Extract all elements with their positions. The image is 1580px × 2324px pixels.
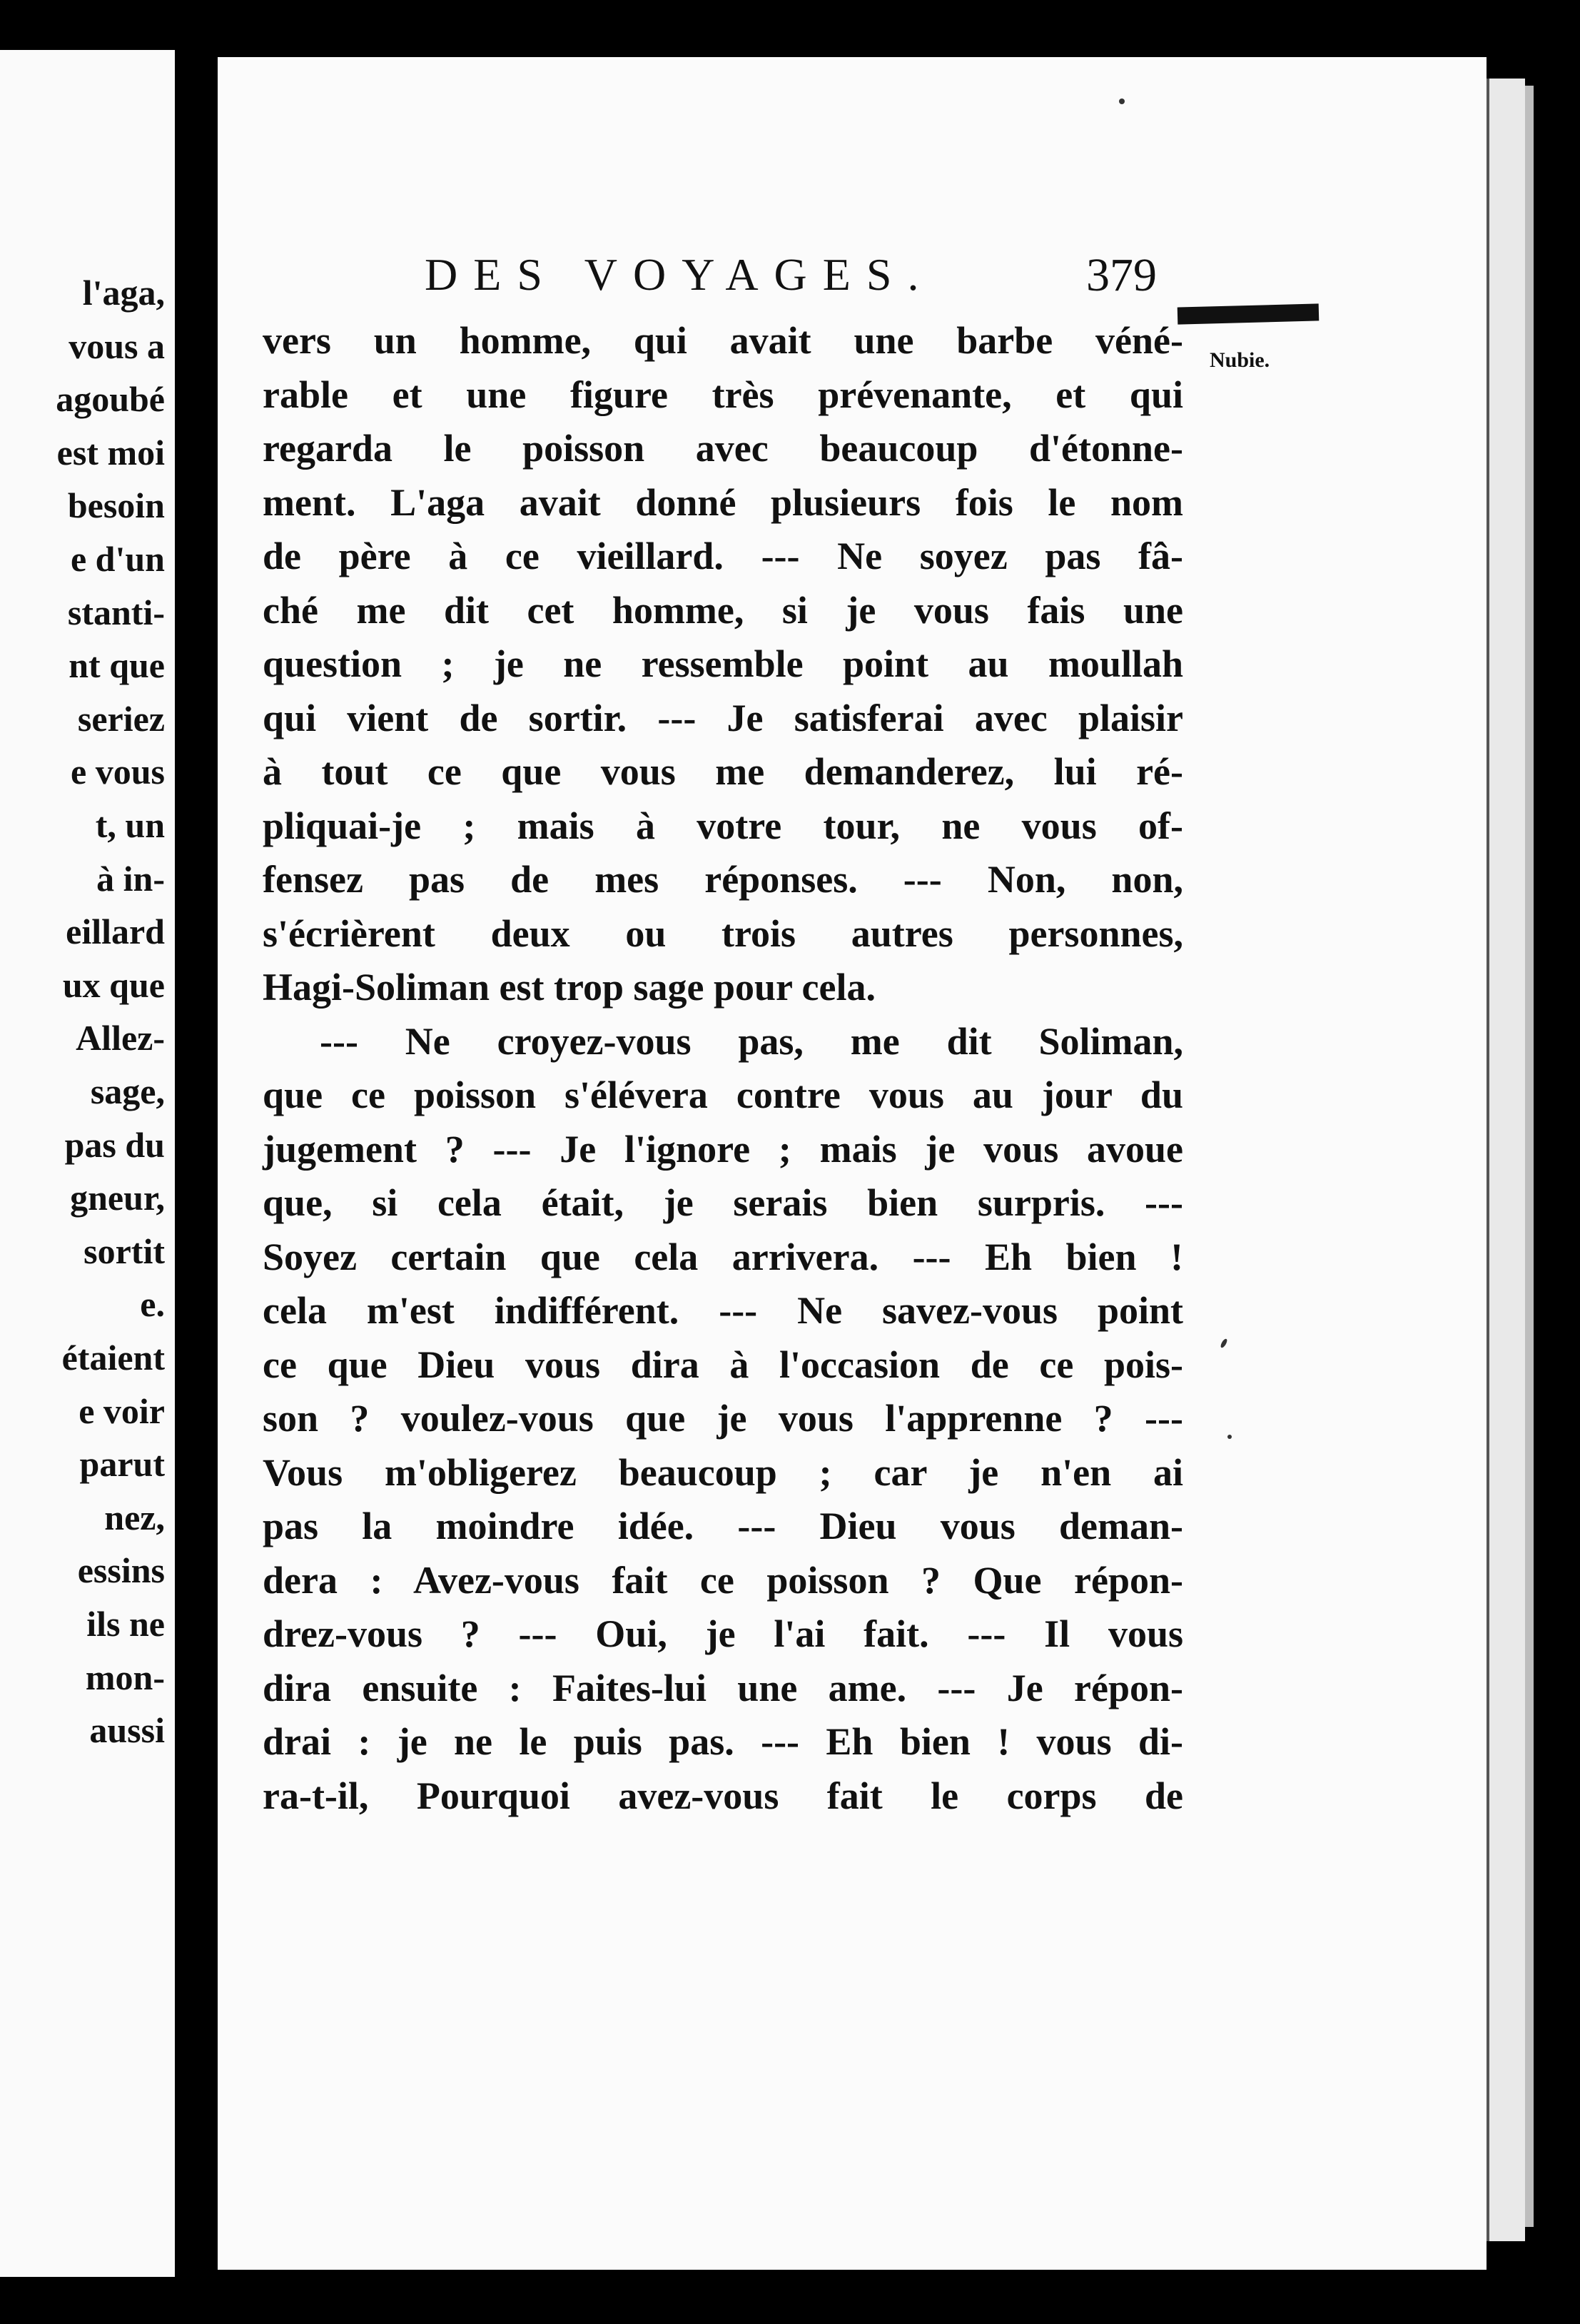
text-line: ment. L'aga avait donné plusieurs fois le nom: [263, 480, 1183, 524]
previous-page-line: aussi: [89, 1710, 165, 1751]
page-edge-inner: [1525, 86, 1534, 2227]
text-line: Hagi-Soliman est trop sage pour cela.: [263, 966, 876, 1009]
previous-page-line: parut: [79, 1444, 165, 1485]
text-line: de père à ce vieillard. --- Ne soyez pas fâ-: [263, 535, 1183, 577]
previous-page-line: nez,: [104, 1497, 165, 1537]
previous-page-line: ux que: [62, 964, 165, 1005]
text-line: cela m'est indifférent. --- Ne savez-vous point: [263, 1289, 1183, 1332]
previous-page-line: sage,: [90, 1071, 165, 1111]
previous-page-line: eillard: [66, 911, 165, 952]
ink-speck: [1119, 98, 1125, 104]
previous-page-line: essins: [77, 1550, 165, 1591]
body-text: [263, 314, 1183, 1823]
page-edge: [1487, 79, 1525, 2241]
previous-page-line: e d'un: [70, 539, 165, 579]
previous-page-line: est moi: [56, 432, 165, 473]
previous-page-line: sortit: [83, 1231, 165, 1271]
previous-page-line: agoubé: [56, 379, 165, 420]
text-line: vers un homme, qui avait une barbe véné-: [263, 319, 1183, 362]
previous-page-line: à in-: [96, 858, 165, 899]
previous-page-line: l'aga,: [82, 273, 165, 313]
previous-page-line: ils ne: [86, 1604, 165, 1644]
running-head: DES VOYAGES.: [425, 249, 935, 300]
previous-page-line: vous a: [69, 325, 165, 366]
text-line: --- Ne croyez-vous pas, me dit Soliman,: [320, 1019, 1183, 1063]
text-line: regarda le poisson avec beaucoup d'étonne-: [263, 427, 1183, 470]
text-line: ché me dit cet homme, si je vous fais une: [263, 588, 1183, 632]
text-line: qui vient de sortir. --- Je satisferai avec plaisir: [263, 696, 1183, 739]
previous-page-line: Allez-: [76, 1018, 165, 1059]
text-line: ra-t-il, Pourquoi avez-vous fait le corps de: [263, 1774, 1183, 1817]
previous-page-line: t, un: [95, 805, 165, 845]
previous-page-line: e.: [140, 1284, 165, 1325]
text-line: Vous m'obligerez beaucoup ; car je n'en ai: [263, 1450, 1183, 1494]
previous-page-line: e vous: [71, 752, 165, 792]
text-line: jugement ? --- Je l'ignore ; mais je vous avoue: [263, 1127, 1183, 1171]
text-line: drez-vous ? --- Oui, je l'ai fait. --- Il vous: [263, 1612, 1183, 1655]
book-gutter: [175, 0, 218, 2324]
previous-page-line: pas du: [64, 1124, 165, 1165]
previous-page-line: étaient: [61, 1338, 165, 1378]
text-line: rable et une figure très prévenante, et qui: [263, 373, 1183, 416]
text-line: pliquai-je ; mais à votre tour, ne vous of-: [263, 804, 1183, 847]
text-line: dera : Avez-vous fait ce poisson ? Que répon-: [263, 1558, 1183, 1602]
text-line: fensez pas de mes réponses. --- Non, non,: [263, 858, 1183, 901]
page-number: 379: [1086, 249, 1157, 301]
text-line: pas la moindre idée. --- Dieu vous deman-: [263, 1505, 1183, 1547]
text-line: drai : je ne le puis pas. --- Eh bien ! vous di-: [263, 1720, 1183, 1763]
text-line: que, si cela était, je serais bien surpris. ---: [263, 1181, 1183, 1224]
text-line: Soyez certain que cela arrivera. --- Eh bien !: [263, 1235, 1183, 1278]
previous-page-line: stanti-: [67, 592, 165, 632]
previous-page-line: gneur,: [70, 1178, 165, 1218]
previous-page-line: nt que: [69, 645, 165, 686]
text-line: dira ensuite : Faites-lui une ame. --- Je répon-: [263, 1666, 1183, 1709]
text-line: ce que Dieu vous dira à l'occasion de ce pois-: [263, 1343, 1183, 1386]
previous-page-line: e voir: [79, 1390, 165, 1431]
previous-page-line: besoin: [67, 485, 165, 526]
previous-page-fragment: [0, 50, 175, 2277]
text-line: que ce poisson s'élévera contre vous au jour du: [263, 1073, 1183, 1116]
text-line: son ? voulez-vous que je vous l'apprenne ? ---: [263, 1397, 1183, 1440]
text-line: à tout ce que vous me demanderez, lui ré-: [263, 750, 1183, 793]
margin-note: Nubie.: [1210, 348, 1270, 372]
previous-page-line: seriez: [77, 698, 165, 739]
text-line: s'écrièrent deux ou trois autres personnes,: [263, 911, 1183, 955]
previous-page-line: mon-: [85, 1657, 165, 1697]
ink-speck: [1227, 1435, 1232, 1439]
text-line: question ; je ne ressemble point au moullah: [263, 642, 1183, 685]
